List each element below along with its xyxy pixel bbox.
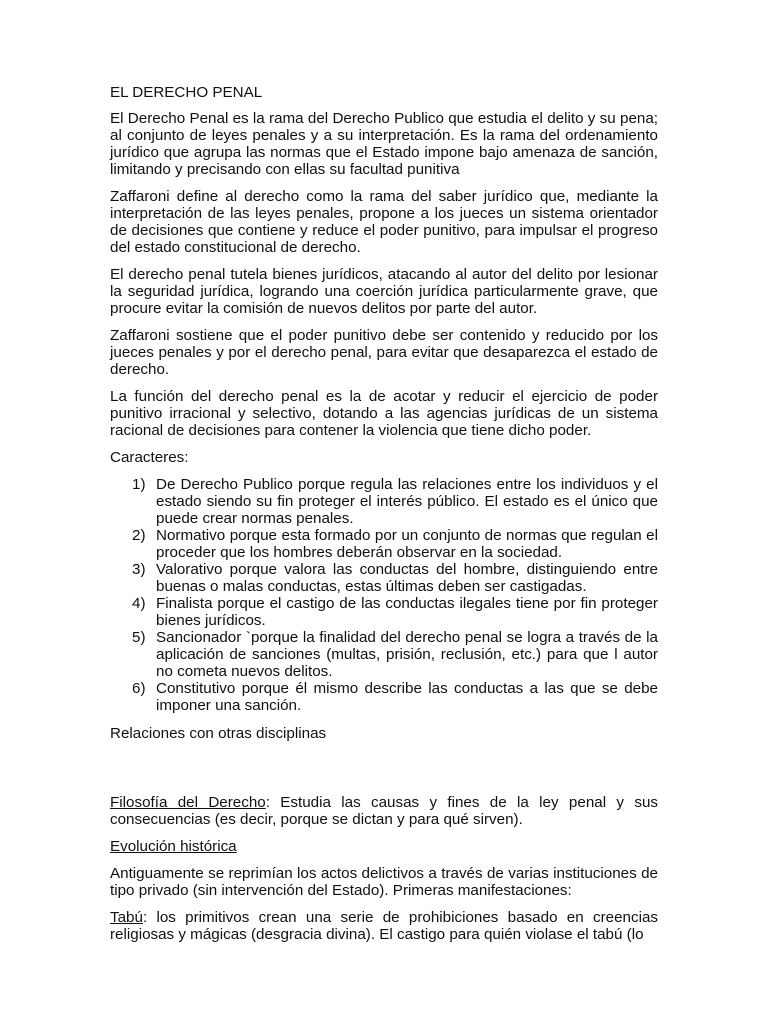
list-item-text: Valorativo porque valora las conductas del hombre, distinguiendo entre buenas o malas conductas, estas últimas deben ser castigadas. — [156, 561, 658, 595]
list-item — [110, 561, 658, 595]
filosofia-term: Filosofía del Derecho — [110, 794, 266, 811]
document-title: EL DERECHO PENAL — [110, 84, 263, 101]
list-item — [110, 527, 658, 561]
tabu-term: Tabú — [110, 909, 143, 926]
relaciones-heading: Relaciones con otras disciplinas — [110, 725, 327, 742]
paragraph-funcion: La función del derecho penal es la de acotar y reducir el ejercicio de poder punitivo irracional y selectivo, dotando a las agencias jurídicas de un sistema racional de decisiones para contener la violencia que tiene dicho poder. — [110, 388, 658, 439]
list-item — [110, 476, 658, 527]
list-item-text: Constitutivo porque él mismo describe las conductas a las que se debe imponer una sanción. — [156, 680, 658, 714]
paragraph-tabu — [110, 909, 658, 943]
tabu-text: : los primitivos crean una serie de prohibiciones basado en creencias religiosas y mágicas (desgracia divina). El castigo para quién violase el tabú (lo — [110, 909, 658, 943]
paragraph-filosofia — [110, 794, 658, 828]
list-item-text: Normativo porque esta formado por un conjunto de normas que regulan el proceder que los hombres deberán observar en la sociedad. — [156, 527, 658, 561]
list-item-number: 1) — [132, 476, 146, 493]
list-item-number: 4) — [132, 595, 146, 612]
blank-space — [110, 752, 658, 794]
list-item — [110, 629, 658, 680]
list-item-text: Finalista porque el castigo de las conductas ilegales tiene por fin proteger bienes jurídicos. — [156, 595, 658, 629]
paragraph-evolucion: Antiguamente se reprimían los actos delictivos a través de varias instituciones de tipo privado (sin intervención del Estado). Primeras manifestaciones: — [110, 865, 658, 899]
evolucion-heading — [110, 838, 658, 855]
paragraph-bienes-juridicos: El derecho penal tutela bienes jurídicos, atacando al autor del delito por lesionar la seguridad jurídica, logrando una coerción jurídica particularmente grave, que procure evitar la comisión de nuevos delitos por parte del autor. — [110, 266, 658, 317]
list-item-number: 6) — [132, 680, 146, 697]
evolucion-heading-text: Evolución histórica — [110, 838, 237, 855]
paragraph-zaffaroni-definition: Zaffaroni define al derecho como la rama del saber jurídico que, mediante la interpretación de las leyes penales, propone a los jueces un sistema orientador de decisiones que contiene y reduce el poder punitivo, para impulsar el progreso del estado constitucional de derecho. — [110, 188, 658, 256]
list-item-number: 5) — [132, 629, 146, 646]
caracteres-heading: Caracteres: — [110, 449, 189, 466]
list-item — [110, 680, 658, 714]
paragraph-definition: El Derecho Penal es la rama del Derecho Publico que estudia el delito y su pena; al conjunto de leyes penales y a su interpretación. Es la rama del ordenamiento jurídico que agrupa las normas que el Estado impone bajo amenaza de sanción, limitando y precisando con ellas su facultad punitiva — [110, 110, 658, 178]
caracteres-list — [110, 476, 658, 714]
list-item-number: 3) — [132, 561, 146, 578]
filosofia-text: : Estudia las causas y fines de la ley penal y sus consecuencias (es decir, porque se dictan y para qué sirven). — [110, 794, 658, 828]
list-item-text: De Derecho Publico porque regula las relaciones entre los individuos y el estado siendo su fin proteger el interés público. El estado es el único que puede crear normas penales. — [156, 476, 658, 527]
document-page — [110, 84, 658, 953]
list-item-number: 2) — [132, 527, 146, 544]
paragraph-zaffaroni-poder-punitivo: Zaffaroni sostiene que el poder punitivo debe ser contenido y reducido por los jueces penales y por el derecho penal, para evitar que desaparezca el estado de derecho. — [110, 327, 658, 378]
list-item-text: Sancionador `porque la finalidad del derecho penal se logra a través de la aplicación de sanciones (multas, prisión, reclusión, etc.) para que l autor no cometa nuevos delitos. — [156, 629, 658, 680]
list-item — [110, 595, 658, 629]
